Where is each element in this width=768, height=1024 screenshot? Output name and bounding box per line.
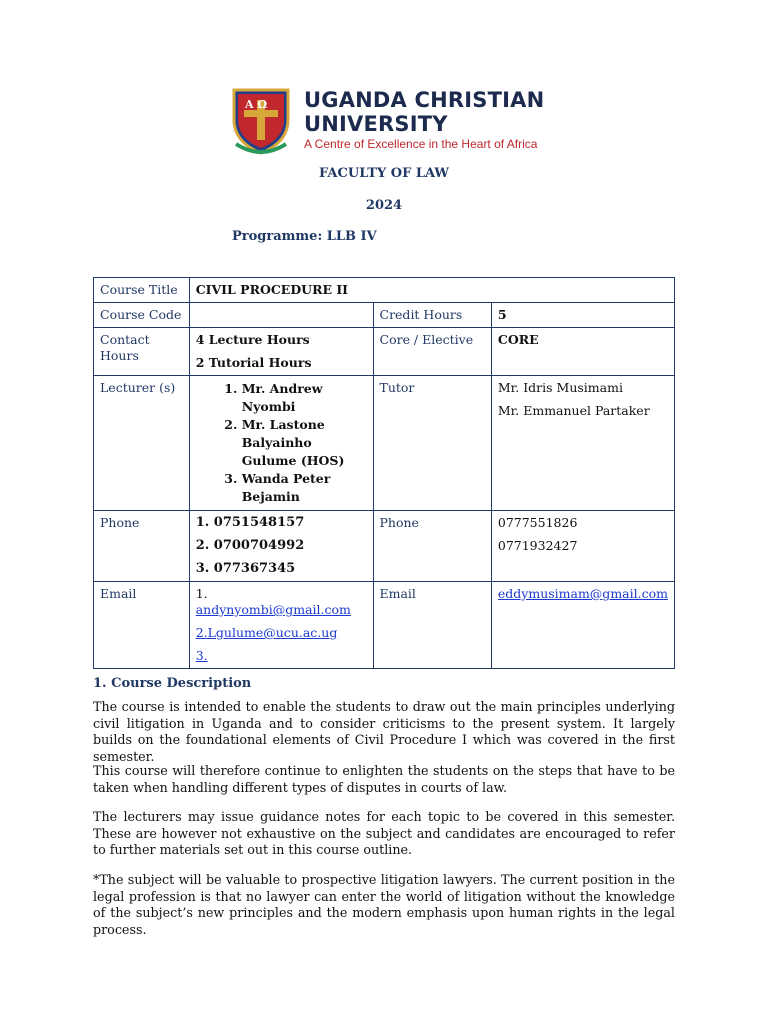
lecturer-item: 1. Mr. Andrew Nyombi — [242, 380, 367, 416]
faculty-title: FACULTY OF LAW — [318, 166, 450, 181]
paragraph: The course is intended to enable the students to draw out the main principles underlying civil litigation in Uganda and to consider criticisms to the present system. It largely builds on the foundational elements of Civil Procedure I which was covered in the first semester. — [93, 699, 675, 764]
course-code-label: Course Code — [94, 303, 190, 328]
paragraph: *The subject will be valuable to prospective litigation lawyers. The current position in the legal profession is that no lawyer can enter the world of litigation without the knowledge of the subject’s new principles and the modern emphasis upon human rights in the legal process. — [93, 872, 675, 937]
lecturer-email-link[interactable]: 2.Lgulume@ucu.ac.ug — [195, 625, 338, 640]
table-row — [94, 376, 675, 511]
table-row — [94, 511, 675, 582]
tutor-phones — [491, 511, 674, 582]
tutor-phone: 0777551826 — [497, 515, 578, 530]
lecturer-item: 2. Mr. Lastone Balyainho Gulume (HOS) — [242, 416, 367, 470]
programme-label: Programme: LLB IV — [232, 229, 377, 244]
tutor-item: Mr. Idris Musimami — [497, 380, 623, 395]
email-label: Email — [94, 582, 190, 669]
lecturer-email-2 — [196, 625, 367, 641]
paragraph: This course will therefore continue to enlighten the students on the steps that have to be taken when handling different types of disputes in courts of law. — [93, 763, 675, 795]
course-title-value: CIVIL PROCEDURE II — [189, 278, 674, 303]
lecturer-item: 3. Wanda Peter Bejamin — [242, 470, 367, 506]
crest-letters: A Ω — [245, 98, 268, 111]
lecturer-emails — [189, 582, 373, 669]
lecturer-phone: 1. 0751548157 — [195, 515, 305, 530]
university-name — [304, 88, 544, 136]
course-code-value — [189, 303, 373, 328]
section-heading: 1. Course Description — [93, 676, 252, 691]
tutor-value — [491, 376, 674, 511]
tutor-item: Mr. Emmanuel Partaker — [497, 403, 650, 418]
year-label: 2024 — [365, 198, 403, 213]
course-title-label: Course Title — [94, 278, 190, 303]
contact-hours-label: Contact Hours — [94, 328, 190, 376]
lecturer-email-link[interactable]: 3. — [195, 648, 208, 663]
university-tagline: A Centre of Excellence in the Heart of Africa — [304, 137, 538, 151]
contact-hours-value — [189, 328, 373, 376]
core-elective-value: CORE — [491, 328, 674, 376]
university-name-line1: UGANDA CHRISTIAN — [304, 88, 545, 112]
lecturer-phone: 3. 077367345 — [195, 561, 296, 576]
core-elective-label: Core / Elective — [373, 328, 491, 376]
lecturers-value — [189, 376, 373, 511]
email-prefix: 1. — [195, 586, 208, 601]
tutor-phone: 0771932427 — [497, 538, 578, 553]
phone-label: Phone — [94, 511, 190, 582]
contact-hours-tutorial: 2 Tutorial Hours — [195, 355, 312, 370]
lecturer-phone: 2. 0700704992 — [195, 538, 305, 553]
lecturers-list — [196, 380, 367, 506]
lecturer-phones — [189, 511, 373, 582]
university-crest-logo — [228, 86, 294, 156]
university-name-line2: UNIVERSITY — [304, 112, 448, 136]
lecturer-email-link[interactable]: andynyombi@gmail.com — [195, 602, 351, 617]
paragraph: The lecturers may issue guidance notes for each topic to be covered in this semester. These are however not exhaustive on the subject and candidates are encouraged to refer to further materials set out in this course outline. — [93, 809, 675, 857]
contact-hours-lecture: 4 Lecture Hours — [195, 332, 310, 347]
credit-hours-value: 5 — [491, 303, 674, 328]
tutor-email — [491, 582, 674, 669]
table-row — [94, 328, 675, 376]
lecturers-label: Lecturer (s) — [94, 376, 190, 511]
tutor-phone-label: Phone — [373, 511, 491, 582]
table-row — [94, 278, 675, 303]
lecturer-email-1 — [196, 586, 367, 618]
table-row — [94, 303, 675, 328]
tutor-label: Tutor — [373, 376, 491, 511]
university-header — [228, 86, 558, 156]
credit-hours-label: Credit Hours — [373, 303, 491, 328]
course-info-table — [93, 277, 675, 669]
tutor-email-link[interactable]: eddymusimam@gmail.com — [497, 586, 668, 601]
tutor-email-label: Email — [373, 582, 491, 669]
table-row — [94, 582, 675, 669]
lecturer-email-3 — [196, 648, 367, 664]
